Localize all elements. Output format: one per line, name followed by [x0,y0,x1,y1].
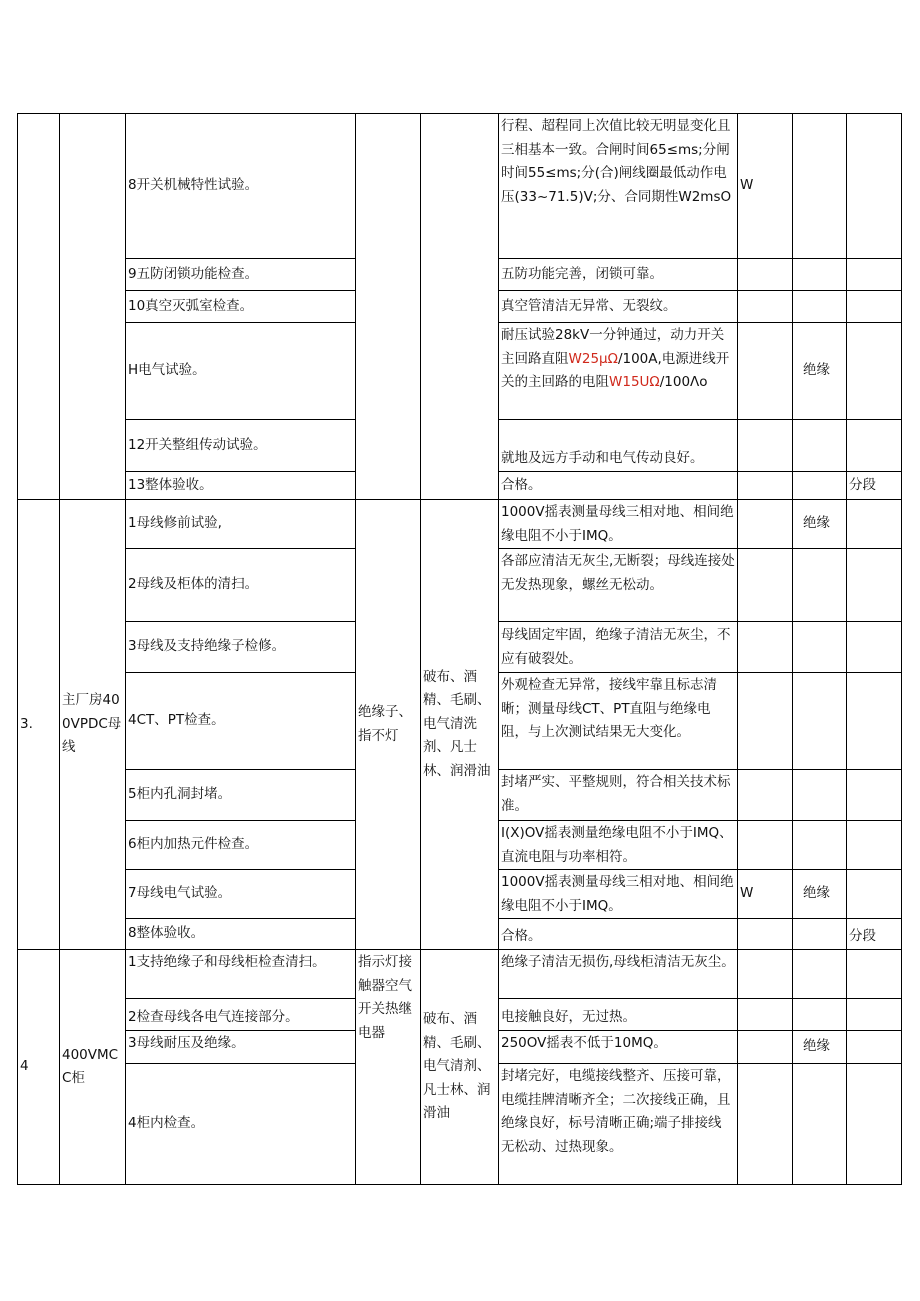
witness-cell [737,499,793,549]
spare-parts-text: 绝缘子、指不灯 [358,704,412,744]
item-text: 1母线修前试验, [128,515,222,532]
segment-cell [846,1030,902,1064]
standard-text: 封堵严实、平整规则，符合相关技术标准。 [501,774,731,814]
item-text: 3母线耐压及绝缘。 [128,1035,245,1051]
insulation-cell [792,322,847,420]
witness-cell [737,419,793,472]
witness-cell [737,621,793,673]
segment-cell [846,290,902,323]
materials-text: 破布、酒精、毛刷、电气清洗剂、凡士林、润滑油 [423,668,491,779]
equipment-name: 400VMCC柜 [62,1046,119,1086]
item-text: 10真空灭弧室检查。 [128,297,254,314]
standard-cell [498,949,738,999]
witness-cell [737,998,793,1031]
item-cell [125,672,356,770]
standard-text: 真空管清洁无异常、无裂纹。 [501,297,677,314]
item-text: 4CT、PT检查。 [128,712,225,729]
standard-cell [498,419,738,472]
materials-text: 破布、酒精、毛刷、电气清剂、凡士林、润滑油 [423,1011,491,1122]
witness-cell [737,113,793,259]
insulation-cell [792,672,847,770]
standard-text: 合格。 [501,476,542,493]
insulation-cell [792,918,847,950]
insulation-cell [792,869,847,919]
standard-text: /100Λo [659,374,708,390]
witness-text: W [740,885,754,902]
standard-text: I(X)OV摇表测量绝缘电阻不小于IMQ、直流电阻与功率相符。 [501,825,733,865]
segment-cell [846,672,902,770]
section-no-cell [17,499,60,950]
segment-cell [846,258,902,291]
witness-cell [737,1063,793,1185]
item-text: 8整体验收。 [128,925,205,942]
witness-cell [737,869,793,919]
segment-cell [846,820,902,870]
insulation-text: 绝缘 [803,885,830,902]
item-text: 3母线及支持绝缘子检修。 [128,638,286,655]
segment-cell [846,769,902,821]
standard-cell [498,1030,738,1064]
equipment-cell [59,949,126,1185]
section-continued-materials-cell [420,113,499,500]
item-text: 9五防闭锁功能检查。 [128,265,259,282]
standard-text: 电接触良好，无过热。 [501,1008,636,1025]
standard-text: /100A,电源进线开关的主回路的电阻 [501,350,730,390]
segment-text: 分段 [849,927,876,944]
item-cell [125,113,356,259]
insulation-cell [792,769,847,821]
item-cell [125,769,356,821]
witness-cell [737,258,793,291]
item-text: 7母线电气试验。 [128,885,232,902]
standard-cell [498,672,738,770]
witness-cell [737,1030,793,1064]
item-text: 13整体验收。 [128,476,213,493]
insulation-text: 绝缘 [803,1038,830,1055]
standard-cell [498,1063,738,1185]
standard-cell [498,820,738,870]
standard-cell [498,918,738,950]
segment-text: 分段 [849,476,876,493]
standard-text: 绝缘子清洁无损伤,母线柜清洁无灰尘。 [501,954,735,970]
witness-cell [737,548,793,622]
item-text: 12开关整组传动试验。 [128,436,267,453]
segment-cell [846,949,902,999]
standard-text: 1000V摇表测量母线三相对地、相间绝缘电阻不小于IMQ。 [501,504,734,544]
item-text: 8开关机械特性试验。 [128,177,259,194]
segment-cell [846,869,902,919]
section-continued-spare-cell [355,113,421,500]
resistance-limit-text: W25μΩ [568,350,618,367]
item-text: 4柜内检查。 [128,1115,205,1132]
item-cell [125,258,356,291]
standard-text: 就地及远方手动和电气传动良好。 [501,449,704,466]
materials-cell [420,949,499,1185]
standard-text: 各部应清洁无灰尘,无断裂；母线连接处无发热现象，螺丝无松动。 [501,553,735,593]
standard-cell [498,471,738,500]
item-text: 2母线及柜体的清扫。 [128,576,259,593]
witness-cell [737,769,793,821]
standard-text: 母线固定牢固，绝缘子清洁无灰尘，不应有破裂处。 [501,627,731,667]
insulation-cell [792,949,847,999]
segment-cell [846,998,902,1031]
item-cell [125,869,356,919]
materials-cell [420,499,499,950]
insulation-cell [792,621,847,673]
segment-cell [846,322,902,420]
standard-cell [498,998,738,1031]
witness-cell [737,322,793,420]
item-cell [125,499,356,549]
standard-cell [498,869,738,919]
item-cell [125,1030,356,1064]
insulation-cell [792,471,847,500]
witness-cell [737,471,793,500]
standard-text: 行程、超程同上次值比较无明显变化且三相基本一致。合闸时间65≤ms;分闸时间55≤ms;分(合)闸线圈最低动作电压(33~71.5)V;分、合同期性W2msO [501,118,732,205]
section-no: 4 [20,1058,29,1075]
standard-cell [498,769,738,821]
segment-cell [846,419,902,472]
witness-cell [737,672,793,770]
item-text: 1支持绝缘子和母线柜检查清扫。 [128,954,326,970]
standard-text: 封堵完好，电缆接线整齐、压接可靠，电缆挂牌清晰齐全；二次接线正确，且绝缘良好，标号清晰正确;端子排接线无松动、过热现象。 [501,1068,731,1155]
insulation-cell [792,820,847,870]
witness-text: W [740,177,754,194]
item-text: 2检查母线各电气连接部分。 [128,1008,299,1025]
item-cell [125,820,356,870]
insulation-text: 绝缘 [803,362,830,379]
segment-cell [846,548,902,622]
standard-cell [498,322,738,420]
insulation-cell [792,998,847,1031]
segment-cell [846,471,902,500]
segment-cell [846,918,902,950]
standard-text: 合格。 [501,927,542,944]
item-cell [125,322,356,420]
segment-cell [846,621,902,673]
insulation-cell [792,548,847,622]
insulation-cell [792,419,847,472]
insulation-cell [792,1030,847,1064]
item-cell [125,1063,356,1185]
standard-text: 五防功能完善，闭锁可靠。 [501,265,663,282]
item-cell [125,471,356,500]
insulation-cell [792,1063,847,1185]
standard-text: 外观检查无异常，接线牢靠且标志清晰；测量母线CT、PT直阻与绝缘电阻，与上次测试结果无大变化。 [501,677,717,740]
equipment-name: 主厂房400VPDC母线 [62,692,122,756]
item-text: 6柜内加热元件检查。 [128,836,259,853]
insulation-cell [792,258,847,291]
insulation-text: 绝缘 [803,515,830,532]
section-continued-no-cell [17,113,60,500]
item-cell [125,290,356,323]
item-cell [125,621,356,673]
standard-cell [498,499,738,549]
witness-cell [737,949,793,999]
standard-text: 耐压试验28kV一分钟通过，动力开关主回路直阻 [501,327,725,367]
standard-cell [498,621,738,673]
item-text: 5柜内孔洞封堵。 [128,786,232,803]
item-cell [125,548,356,622]
spare-parts-cell [355,499,421,950]
segment-cell [846,113,902,259]
section-no: 3. [20,715,33,732]
item-cell [125,998,356,1031]
standard-cell [498,290,738,323]
insulation-cell [792,499,847,549]
item-cell [125,949,356,999]
item-text: H电气试验。 [128,362,206,379]
witness-cell [737,820,793,870]
standard-text: 250OV摇表不低于10MQ。 [501,1035,667,1051]
insulation-cell [792,113,847,259]
standard-cell [498,113,738,259]
resistance-limit-text: W15UΩ [609,374,660,390]
equipment-cell [59,499,126,950]
standard-text: 1000V摇表测量母线三相对地、相间绝缘电阻不小于IMQ。 [501,874,734,914]
section-continued-equipment-cell [59,113,126,500]
insulation-cell [792,290,847,323]
standard-cell [498,258,738,291]
spare-parts-cell [355,949,421,1185]
item-cell [125,419,356,472]
segment-cell [846,1063,902,1185]
segment-cell [846,499,902,549]
section-no-cell [17,949,60,1185]
item-cell [125,918,356,950]
witness-cell [737,918,793,950]
witness-cell [737,290,793,323]
standard-cell [498,548,738,622]
spare-parts-text: 指示灯接触器空气开关热继电器 [358,954,412,1041]
